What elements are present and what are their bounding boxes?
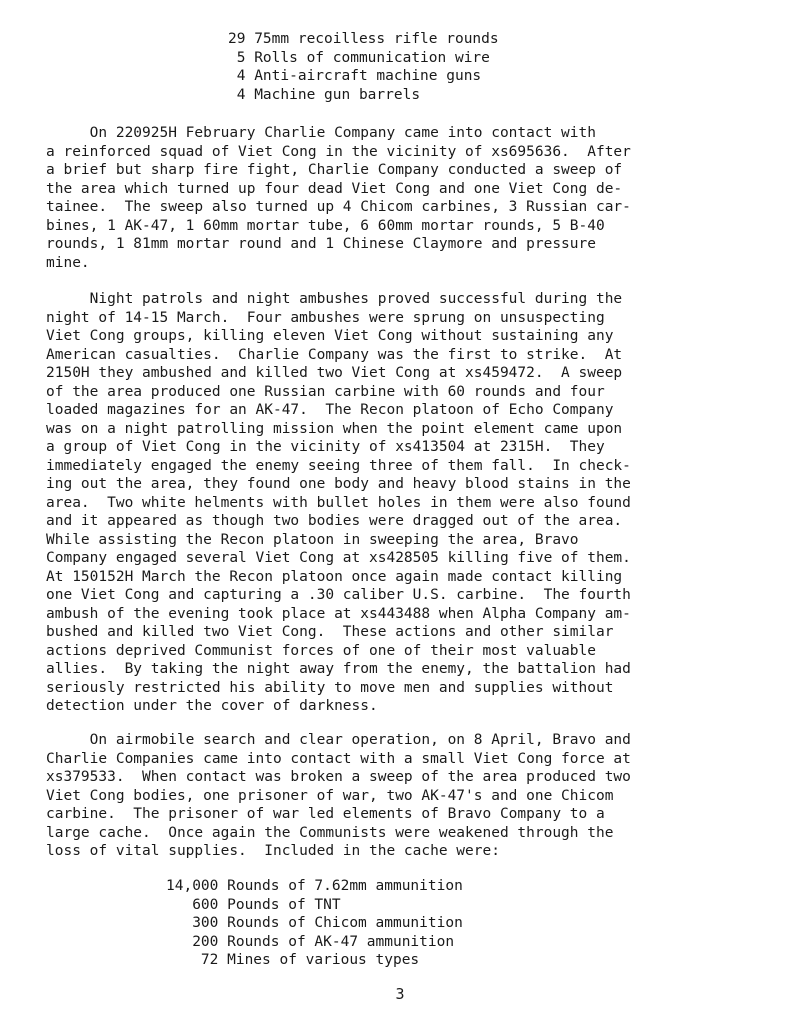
paragraph-airmobile-operation: [46, 731, 754, 861]
list-item: 14,000 Rounds of 7.62mm ammunition: [166, 878, 463, 894]
paragraph-line: Viet Cong groups, killing eleven Viet Cong without sustaining any: [46, 328, 614, 344]
paragraph-line: a brief but sharp fire fight, Charlie Company conducted a sweep of: [46, 162, 623, 178]
paragraph-line: a group of Viet Cong in the vicinity of xs413504 at 2315H. They: [46, 439, 605, 455]
paragraph-line: xs379533. When contact was broken a sweep of the area produced two: [46, 769, 631, 785]
list-item: 29 75mm recoilless rifle rounds: [228, 31, 499, 47]
list-item: 300 Rounds of Chicom ammunition: [166, 915, 463, 931]
paragraph-line: immediately engaged the enemy seeing three of them fall. In check-: [46, 457, 631, 474]
paragraph-line: ing out the area, they found one body and heavy blood stains in the: [46, 476, 631, 492]
paragraph-line: loss of vital supplies. Included in the cache were:: [46, 843, 500, 859]
paragraph-night-ambushes: [46, 290, 754, 716]
paragraph-line: Charlie Companies came into contact with a small Viet Cong force at: [46, 750, 631, 767]
paragraph-line: mine.: [46, 254, 90, 271]
paragraph-line: loaded magazines for an AK-47. The Recon platoon of Echo Company: [46, 402, 614, 418]
paragraph-line: a reinforced squad of Viet Cong in the vicinity of xs695636. After: [46, 143, 631, 160]
list-item: 5 Rolls of communication wire: [228, 49, 490, 66]
paragraph-line: and it appeared as though two bodies were dragged out of the area.: [46, 513, 623, 529]
page-number: 3: [395, 985, 405, 1003]
paragraph-charlie-company-contact: [46, 124, 754, 272]
paragraph-line: Night patrols and night ambushes proved successful during the: [46, 291, 623, 307]
captured-items-list: [228, 30, 499, 104]
paragraph-line: of the area produced one Russian carbine with 60 rounds and four: [46, 383, 605, 400]
paragraph-line: 2150H they ambushed and killed two Viet Cong at xs459472. A sweep: [46, 365, 623, 381]
paragraph-line: area. Two white helments with bullet holes in them were also found: [46, 494, 631, 511]
paragraph-line: ambush of the evening took place at xs443488 when Alpha Company am-: [46, 605, 631, 622]
paragraph-line: night of 14-15 March. Four ambushes were sprung on unsuspecting: [46, 309, 605, 326]
list-item: 72 Mines of various types: [166, 952, 420, 968]
paragraph-line: Company engaged several Viet Cong at xs428505 killing five of them.: [46, 550, 631, 566]
paragraph-line: While assisting the Recon platoon in sweeping the area, Bravo: [46, 531, 579, 548]
paragraph-line: bushed and killed two Viet Cong. These actions and other similar: [46, 624, 614, 640]
paragraph-line: Viet Cong bodies, one prisoner of war, two AK-47's and one Chicom: [46, 787, 614, 804]
paragraph-line: At 150152H March the Recon platoon once again made contact killing: [46, 568, 623, 585]
paragraph-line: detection under the cover of darkness.: [46, 698, 378, 714]
paragraph-line: allies. By taking the night away from the enemy, the battalion had: [46, 661, 631, 677]
paragraph-line: On airmobile search and clear operation, on 8 April, Bravo and: [46, 732, 631, 748]
paragraph-line: was on a night patrolling mission when the point element came upon: [46, 420, 623, 437]
paragraph-line: tainee. The sweep also turned up 4 Chicom carbines, 3 Russian car-: [46, 199, 631, 215]
cache-contents-list: [166, 877, 463, 970]
paragraph-line: seriously restricted his ability to move men and supplies without: [46, 679, 614, 696]
paragraph-line: the area which turned up four dead Viet Cong and one Viet Cong de-: [46, 180, 623, 197]
paragraph-line: American casualties. Charlie Company was the first to strike. At: [46, 346, 623, 363]
paragraph-line: one Viet Cong and capturing a .30 caliber U.S. carbine. The fourth: [46, 587, 631, 603]
list-item: 4 Machine gun barrels: [228, 86, 421, 103]
paragraph-line: large cache. Once again the Communists were weakened through the: [46, 824, 614, 841]
paragraph-line: carbine. The prisoner of war led elements of Bravo Company to a: [46, 806, 605, 822]
list-item: 200 Rounds of AK-47 ammunition: [166, 933, 455, 950]
list-item: 4 Anti-aircraft machine guns: [228, 68, 482, 84]
paragraph-line: rounds, 1 81mm mortar round and 1 Chinese Claymore and pressure: [46, 236, 596, 252]
paragraph-line: On 220925H February Charlie Company came into contact with: [46, 125, 596, 141]
list-item: 600 Pounds of TNT: [166, 896, 341, 913]
paragraph-line: bines, 1 AK-47, 1 60mm mortar tube, 6 60mm mortar rounds, 5 B-40: [46, 217, 605, 234]
paragraph-line: actions deprived Communist forces of one of their most valuable: [46, 642, 596, 659]
